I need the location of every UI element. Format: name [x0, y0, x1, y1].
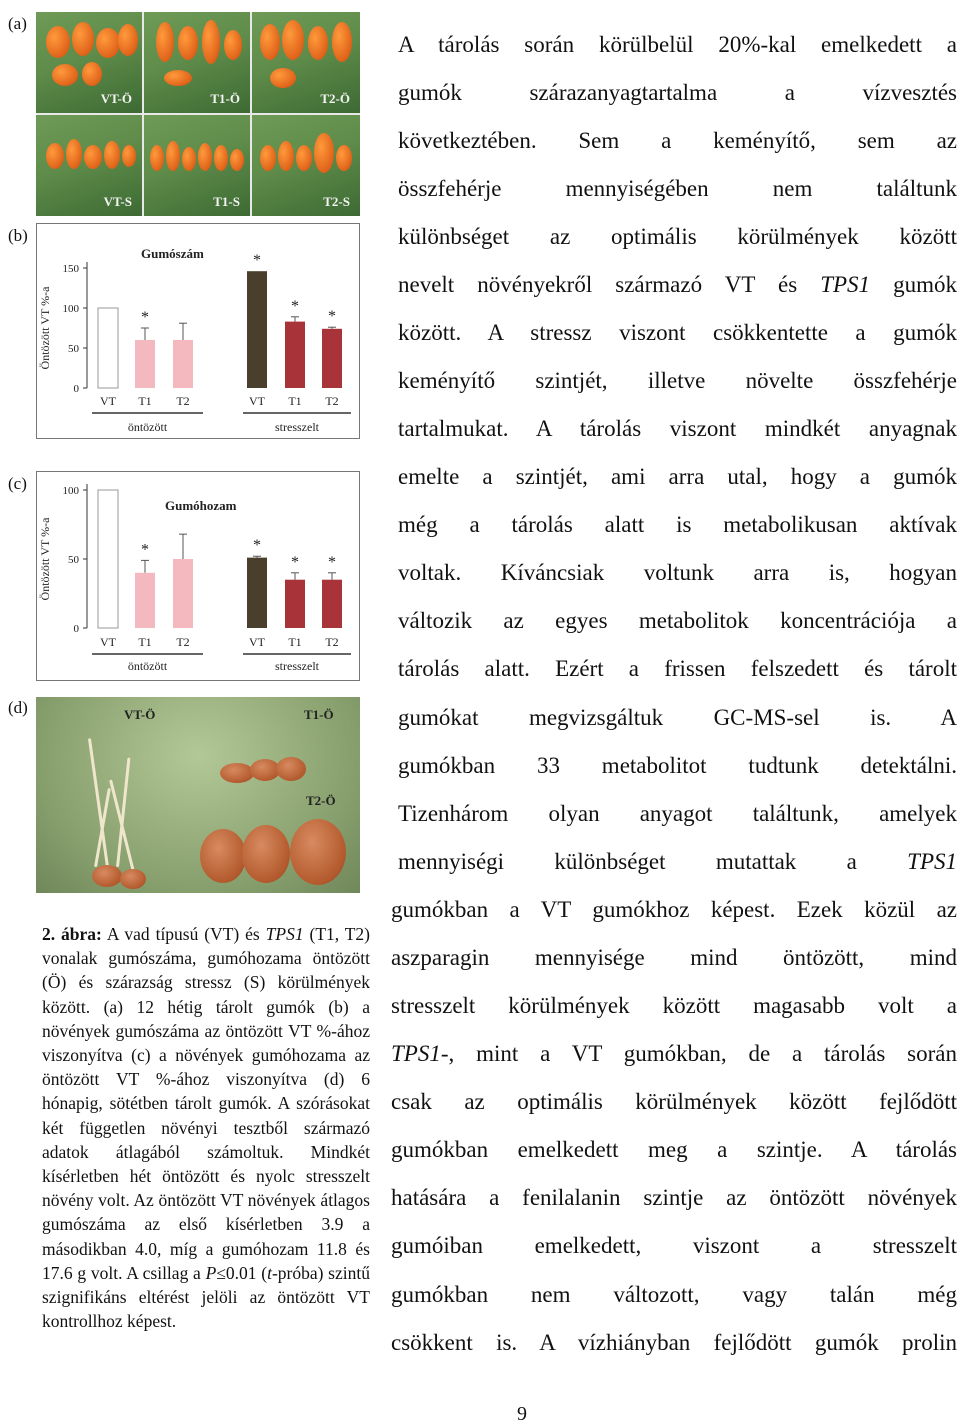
chart-c-category-label: T1	[138, 635, 152, 649]
body-line-13: változik az egyes metabolitok koncentrációja a	[398, 608, 957, 633]
caption-label: 2. ábra:	[42, 924, 102, 944]
caption-p: P	[205, 1262, 217, 1283]
chart-b-significance-star: *	[141, 309, 149, 326]
panel-letter-d: (d)	[8, 698, 28, 717]
body-line-19: gumókban a VT gumókhoz képest. Ezek közül az	[391, 897, 957, 922]
chart-b-bar	[98, 308, 118, 388]
caption-text: ≤0.01 (	[216, 1262, 268, 1283]
photo-a-label-t2-s: T2-S	[323, 194, 350, 209]
chart-c-bar	[98, 490, 118, 628]
panel-letter-a: (a)	[8, 14, 27, 33]
chart-b-category-label: T2	[176, 394, 190, 408]
photo-tile-t1-s	[144, 115, 250, 216]
photo-d-label-vt-o: VT-Ö	[124, 707, 156, 722]
body-line-18	[398, 849, 957, 875]
chart-c-bar	[135, 573, 155, 628]
chart-b-significance-star: *	[291, 297, 299, 315]
body-line-1: A tárolás során körülbelül 20%-kal emelkedett a	[398, 32, 957, 57]
chart-c-y-tick-label: 50	[68, 554, 79, 566]
body-line-25: hatására a fenilalanin szintje az öntözött növények	[391, 1185, 957, 1210]
body-line-2: gumók szárazanyagtartalma a vízvesztés	[398, 80, 957, 105]
chart-c-significance-star: *	[291, 553, 299, 571]
chart-c-bar	[247, 558, 267, 628]
chart-b-bar	[173, 340, 193, 388]
chart-b-bar	[322, 329, 342, 388]
photo-tile-t2-s	[252, 115, 360, 216]
caption-text: A vad típusú (VT) és	[101, 924, 266, 944]
body-tps1: TPS1	[907, 849, 957, 874]
chart-b-category-label: VT	[100, 394, 116, 408]
chart-c-y-axis-label: Öntözött VT %-a	[38, 517, 52, 601]
chart-c-y-tick-label: 0	[73, 623, 79, 635]
chart-b-y-tick-label: 150	[62, 263, 79, 275]
chart-c-category-label: VT	[249, 635, 265, 649]
chart-c-significance-star: *	[141, 541, 149, 559]
chart-b-significance-star: *	[328, 308, 336, 326]
chart-b-group-label: stresszelt	[275, 420, 319, 434]
photo-a-label-t1-o: T1-Ö	[210, 91, 240, 106]
tuber-vt-2	[120, 869, 146, 889]
body-text-run: -, mint a VT gumókban, de a tárolás során	[440, 1041, 957, 1066]
body-line-14: tárolás alatt. Ezért a frissen felszedett és tárolt	[398, 656, 957, 681]
caption-tps1: TPS1	[265, 924, 304, 944]
panel-letter-b: (b)	[8, 226, 28, 245]
chart-c-category-label: T1	[288, 635, 302, 649]
tuber-t2-1	[200, 829, 246, 883]
photo-tile-t2-o	[252, 12, 360, 113]
body-line-17: Tizenhárom olyan anyagot találtunk, amelyek	[398, 801, 957, 826]
body-line-10: emelte a szintjét, ami arra utal, hogy a gumók	[398, 464, 957, 489]
tuber-yield-chart-svg	[37, 472, 359, 680]
chart-c-significance-star: *	[328, 553, 336, 571]
caption-t: t	[267, 1262, 272, 1283]
tuber-t2-3	[290, 819, 346, 885]
chart-c-bar	[322, 580, 342, 628]
chart-c-category-label: T2	[176, 635, 190, 649]
chart-b-category-label: T2	[325, 394, 339, 408]
body-line-9: tartalmukat. A tárolás viszont mindkét anyagnak	[398, 416, 957, 441]
photo-a-label-t2-o: T2-Ö	[320, 91, 350, 106]
body-line-21: stresszelt körülmények között magasabb volt a	[391, 993, 957, 1018]
chart-b-category-label: T1	[288, 394, 302, 408]
body-text-run: nevelt növényekről származó VT és	[398, 272, 821, 297]
tuber-vt-1	[92, 865, 122, 887]
tuber-t1-3	[276, 757, 306, 781]
chart-c-y-tick-label: 100	[62, 485, 79, 497]
body-line-8: keményítő szintjét, illetve növelte összfehérje	[398, 368, 957, 393]
photo-stored-tubers-grid	[36, 12, 360, 216]
chart-b-y-tick-label: 0	[73, 383, 79, 395]
body-text-run: mennyiségi különbséget mutattak a	[398, 849, 908, 874]
chart-c-bar	[285, 580, 305, 628]
body-line-22	[391, 1041, 957, 1067]
body-text-run: gumók	[870, 272, 957, 297]
body-line-6	[398, 272, 957, 298]
photo-a-label-vt-o: VT-Ö	[100, 91, 132, 106]
caption-text: (T1, T2) vonalak gumószáma, gumóhozama öntözött (Ö) és szárazság stressz (S) körülmények között. (a) 12 hétig tárolt gumók (b) a növények gumószáma az öntözött VT %-ához viszonyítva (c) a növények gumóhozama az öntözött VT %-ához viszonyítva (d) 6 hónapig, sötétben tárolt gumók. A szórásokat két független növényi tesztből származó adatok átlagából számoltuk. Mindkét kísérletben hét öntözött és nyolc stresszelt növény volt. Az öntözött VT növények átlagos gumószáma az első kísérletben 3.9 a másodikban 4.0, míg a gumóhozam 11.8 és 17.6 g volt. A csillag a	[42, 924, 371, 1283]
photo-d-label-t2-o: T2-Ö	[306, 793, 336, 808]
body-line-20: aszparagin mennyisége mind öntözött, mind	[391, 945, 957, 970]
chart-b-category-label: VT	[249, 394, 265, 408]
body-line-23: csak az optimális körülmények között fejlődött	[391, 1089, 957, 1114]
chart-c-category-label: VT	[100, 635, 116, 649]
page-number: 9	[517, 1403, 527, 1425]
photo-a-label-t1-s: T1-S	[213, 194, 240, 209]
body-line-5: különbséget az optimális körülmények között	[398, 224, 957, 249]
tuber-yield-chart	[36, 471, 360, 681]
chart-b-category-label: T1	[138, 394, 152, 408]
body-line-26: gumóiban emelkedett, viszont a stresszelt	[391, 1233, 957, 1258]
tuber-t1-1	[220, 763, 254, 783]
chart-b-y-axis-label: Öntözött VT %-a	[38, 286, 52, 370]
chart-b-bar	[247, 271, 267, 388]
photo-tile-vt-o	[36, 12, 142, 113]
chart-b-bar	[135, 340, 155, 388]
tuber-number-chart-svg	[37, 224, 359, 438]
panel-letter-c: (c)	[8, 474, 27, 493]
body-tps1: TPS1	[391, 1041, 441, 1066]
photo-sprouted-tubers	[36, 697, 360, 893]
chart-b-y-tick-label: 50	[68, 343, 79, 355]
chart-c-significance-star: *	[253, 537, 261, 555]
chart-c-group-label: öntözött	[127, 659, 168, 673]
body-line-7: között. A stressz viszont csökkentette a gumók	[398, 320, 957, 345]
tuber-t2-2	[242, 825, 290, 883]
figure-caption	[42, 922, 370, 1333]
body-tps1: TPS1	[820, 272, 871, 297]
photo-a-label-vt-s: VT-S	[103, 194, 132, 209]
tuber-number-chart	[36, 223, 360, 439]
chart-b-bar	[285, 322, 305, 388]
photo-tile-vt-s	[36, 115, 142, 216]
body-line-24: gumókban emelkedett meg a szintje. A tárolás	[391, 1137, 957, 1162]
chart-c-group-label: stresszelt	[275, 659, 319, 673]
body-line-16: gumókban 33 metabolitot tudtunk detektálni.	[398, 753, 957, 778]
body-line-28: csökkent is. A vízhiányban fejlődött gumók prolin	[391, 1330, 957, 1355]
chart-b-group-label: öntözött	[127, 420, 168, 434]
chart-b-title: Gumószám	[141, 246, 204, 261]
chart-b-significance-star: *	[253, 252, 261, 270]
body-line-3: következtében. Sem a keményítő, sem az	[398, 128, 957, 153]
body-line-12: voltak. Kíváncsiak voltunk arra is, hogyan	[398, 560, 957, 585]
photo-d-label-t1-o: T1-Ö	[304, 707, 334, 722]
caption-text: -próba) szintű szignifikáns eltérést jelöli az öntözött VT kontrollhoz képest.	[42, 1262, 370, 1332]
chart-c-category-label: T2	[325, 635, 339, 649]
chart-c-bar	[173, 559, 193, 628]
chart-c-title: Gumóhozam	[165, 498, 237, 513]
photo-tile-t1-o	[144, 12, 250, 113]
chart-b-y-tick-label: 100	[62, 303, 79, 315]
body-line-27: gumókban nem változott, vagy talán még	[391, 1282, 957, 1307]
body-line-15: gumókat megvizsgáltuk GC-MS-sel is. A	[398, 705, 957, 730]
body-line-11: még a tárolás alatt is metabolikusan aktívak	[398, 512, 957, 537]
body-line-4: összfehérje mennyiségében nem találtunk	[398, 176, 957, 201]
